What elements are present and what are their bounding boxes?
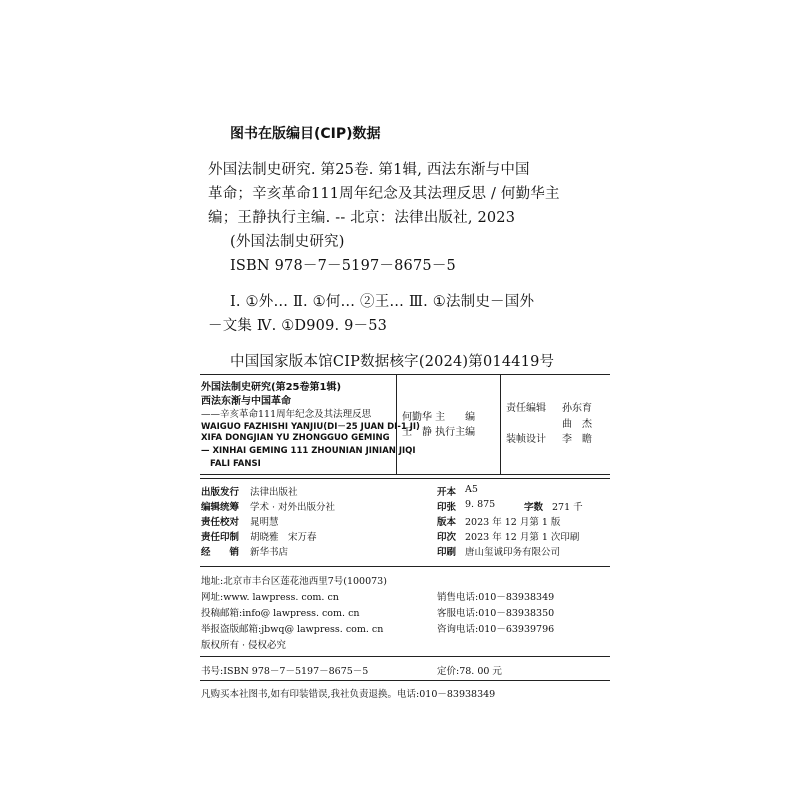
book-number: 书号:ISBN 978－7－5197－8675－5 [201,666,369,677]
editor-line-1: 何勤华 主 编 [402,412,476,423]
proof-value: 晁明慧 [250,517,279,528]
editorial-value: 学术 · 对外出版分社 [250,502,336,513]
return-notice: 凡购买本社图书,如有印装错误,我社负责退换。电话:010－83938349 [201,689,496,700]
publisher-label: 出版发行 [201,487,240,498]
cip-series: (外国法制史研究) [230,234,345,250]
service-phone: 客服电话:010－83938350 [437,608,555,619]
consult-phone: 咨询电话:010－63939796 [437,624,555,635]
website: 网址:www. lawpress. com. cn [201,592,339,603]
print-resp-label: 责任印制 [201,532,240,543]
resp-editor-label: 责任编辑 [506,403,546,414]
editor-line-2: 王 静 执行主编 [402,427,476,438]
cip-classification-1: Ⅰ. ①外… Ⅱ. ①何… ②王… Ⅲ. ①法制史－国外 [230,294,535,310]
piracy-report-email: 举报盗版邮箱:jbwq@ lawpress. com. cn [201,624,384,635]
editorial-label: 编辑统筹 [201,502,240,513]
distributor-label: 经 销 [201,547,240,558]
printing-label: 印次 [437,532,457,543]
cip-classification-2: －文集 Ⅳ. ①D909. 9－53 [208,318,388,334]
format-label: 开本 [437,487,457,498]
edition-value: 2023 年 12 月第 1 版 [465,517,561,528]
book-pinyin-2: XIFA DONGJIAN YU ZHONGGUO GEMING [201,433,390,443]
print-resp-value: 胡晓雅 宋万春 [250,532,317,543]
cip-isbn: ISBN 978－7－5197－8675－5 [230,258,456,274]
cip-number: 中国国家版本馆CIP数据核字(2024)第014419号 [230,354,555,370]
distributor-value: 新华书店 [250,547,289,558]
printer-value: 唐山玺诚印务有限公司 [465,547,561,558]
resp-editor-2: 曲 杰 [562,419,592,430]
printer-label: 印刷 [437,547,457,558]
price: 定价:78. 00 元 [437,666,502,677]
submission-email: 投稿邮箱:info@ lawpress. com. cn [201,608,360,619]
address: 地址:北京市丰台区莲花池西里7号(100073) [201,576,387,587]
book-title-2: 西法东渐与中国革命 [201,396,291,407]
designer-name: 李 瞻 [562,434,592,445]
edition-label: 版本 [437,517,457,528]
book-pinyin-3: — XINHAI GEMING 111 ZHOUNIAN JINIAN JIQI [201,446,416,456]
cip-heading: 图书在版编目(CIP)数据 [230,126,381,142]
cip-line-1: 外国法制史研究. 第25卷. 第1辑, 西法东渐与中国 [208,162,530,178]
resp-editor-1: 孙东育 [562,403,592,414]
cip-line-2: 革命；辛亥革命111周年纪念及其法理反思 / 何勤华主 [208,186,560,202]
cip-line-3: 编；王静执行主编. -- 北京：法律出版社, 2023 [208,210,516,226]
printing-value: 2023 年 12 月第 1 次印刷 [465,532,580,543]
words-value: 271 千 [552,502,583,513]
book-pinyin-4: FALI FANSI [210,459,261,469]
format-value: A5 [465,484,478,495]
book-subtitle: ——辛亥革命111周年纪念及其法理反思 [201,409,372,420]
sales-phone: 销售电话:010－83938349 [437,592,555,603]
designer-label: 装帧设计 [506,434,546,445]
sheets-value: 9. 875 [465,499,496,510]
book-title-1: 外国法制史研究(第25卷第1辑) [201,382,342,393]
proof-label: 责任校对 [201,517,240,528]
publisher-value: 法律出版社 [250,487,298,498]
words-label: 字数 [524,502,544,513]
book-pinyin-1: WAIGUO FAZHISHI YANJIU(DI－25 JUAN DI-1 JI) [201,422,420,432]
sheets-label: 印张 [437,502,457,513]
copyright-notice: 版权所有 · 侵权必究 [201,640,287,651]
